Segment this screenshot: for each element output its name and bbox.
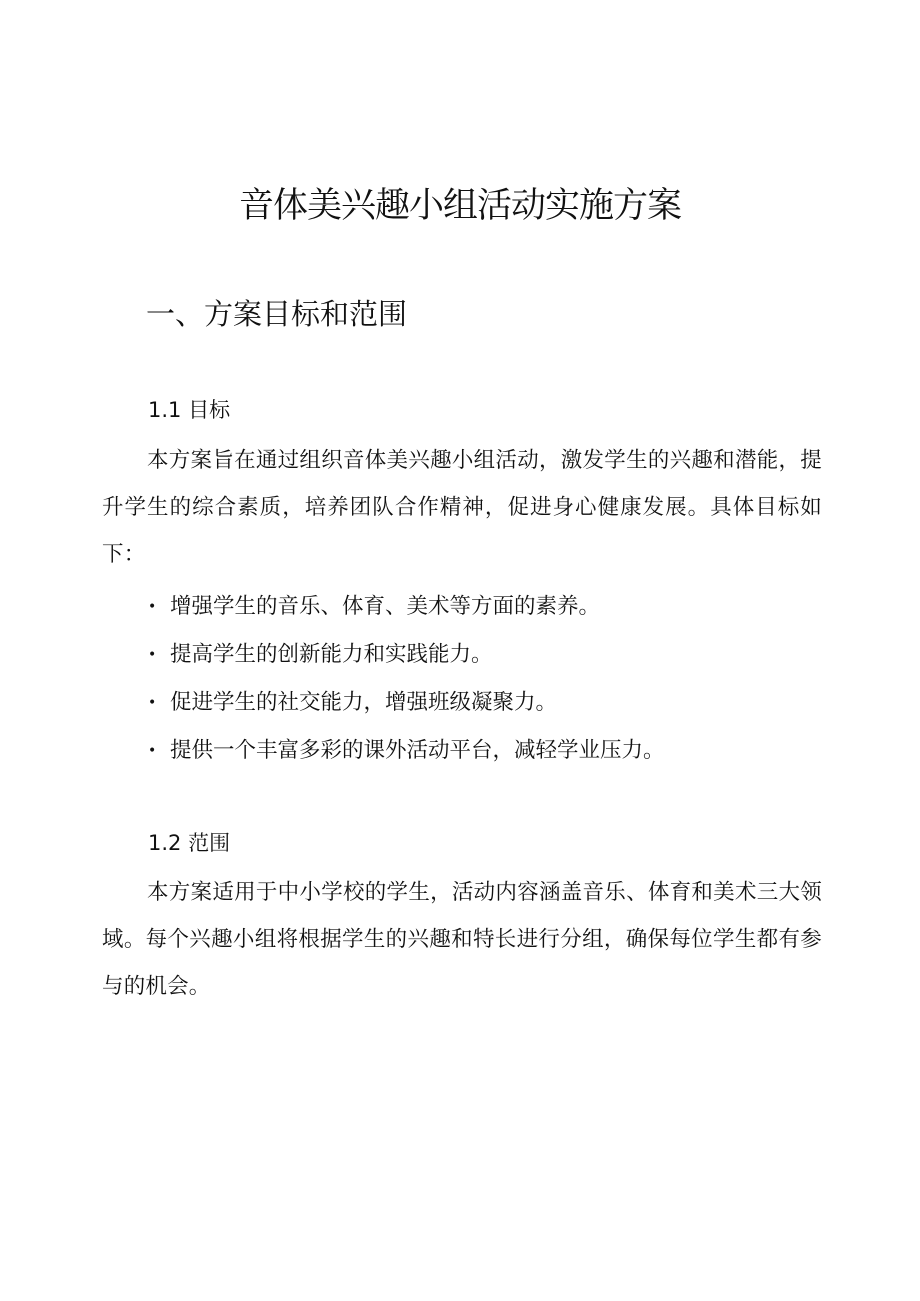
list-item <box>148 631 665 679</box>
list-item-text: 提供一个丰富多彩的课外活动平台，减轻学业压力。 <box>170 738 665 763</box>
list-item-text: 促进学生的社交能力，增强班级凝聚力。 <box>170 690 558 715</box>
scope-heading: 1.2 范围 <box>148 831 231 855</box>
list-item <box>148 583 665 631</box>
list-item <box>148 727 665 775</box>
goal-bullet-list <box>148 583 665 775</box>
scope-paragraph: 本方案适用于中小学校的学生，活动内容涵盖音乐、体育和美术三大领域。每个兴趣小组将根据学生的兴趣和特长进行分组，确保每位学生都有参与的机会。 <box>102 880 822 999</box>
list-item-text: 提高学生的创新能力和实践能力。 <box>170 642 493 667</box>
bullet-icon: • <box>148 647 157 663</box>
section-heading: 一、方案目标和范围 <box>146 297 408 331</box>
list-item <box>148 679 665 727</box>
bullet-icon: • <box>148 695 157 711</box>
bullet-icon: • <box>148 599 157 615</box>
bullet-icon: • <box>148 743 157 759</box>
document-title: 音体美兴趣小组活动实施方案 <box>238 186 681 226</box>
goal-heading: 1.1 目标 <box>148 398 231 422</box>
list-item-text: 增强学生的音乐、体育、美术等方面的素养。 <box>170 594 601 619</box>
goal-paragraph: 本方案旨在通过组织音体美兴趣小组活动，激发学生的兴趣和潜能，提升学生的综合素质，培养团队合作精神，促进身心健康发展。具体目标如下： <box>102 448 822 567</box>
